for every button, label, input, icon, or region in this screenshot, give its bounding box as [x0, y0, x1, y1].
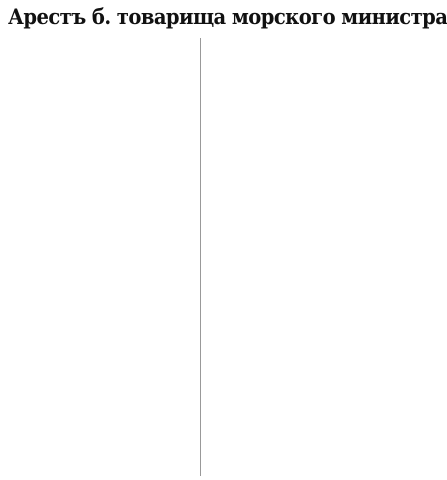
paragraph — [205, 237, 398, 271]
column-right — [205, 38, 398, 476]
column-left — [6, 38, 195, 476]
article-body — [6, 38, 398, 476]
column-divider — [200, 38, 201, 476]
paragraph — [6, 38, 195, 106]
paragraph — [205, 171, 398, 237]
paragraph — [205, 271, 398, 349]
paragraph — [205, 60, 398, 127]
paragraph — [6, 272, 195, 317]
paragraph — [6, 317, 195, 407]
paragraph — [205, 349, 398, 474]
paragraph — [6, 139, 195, 194]
paragraph — [205, 127, 398, 171]
paragraph — [6, 106, 195, 139]
paragraph — [205, 38, 398, 60]
paragraph — [6, 407, 195, 474]
headline: Арестъ б. товарища морского министра — [8, 4, 447, 29]
paragraph — [6, 194, 195, 272]
